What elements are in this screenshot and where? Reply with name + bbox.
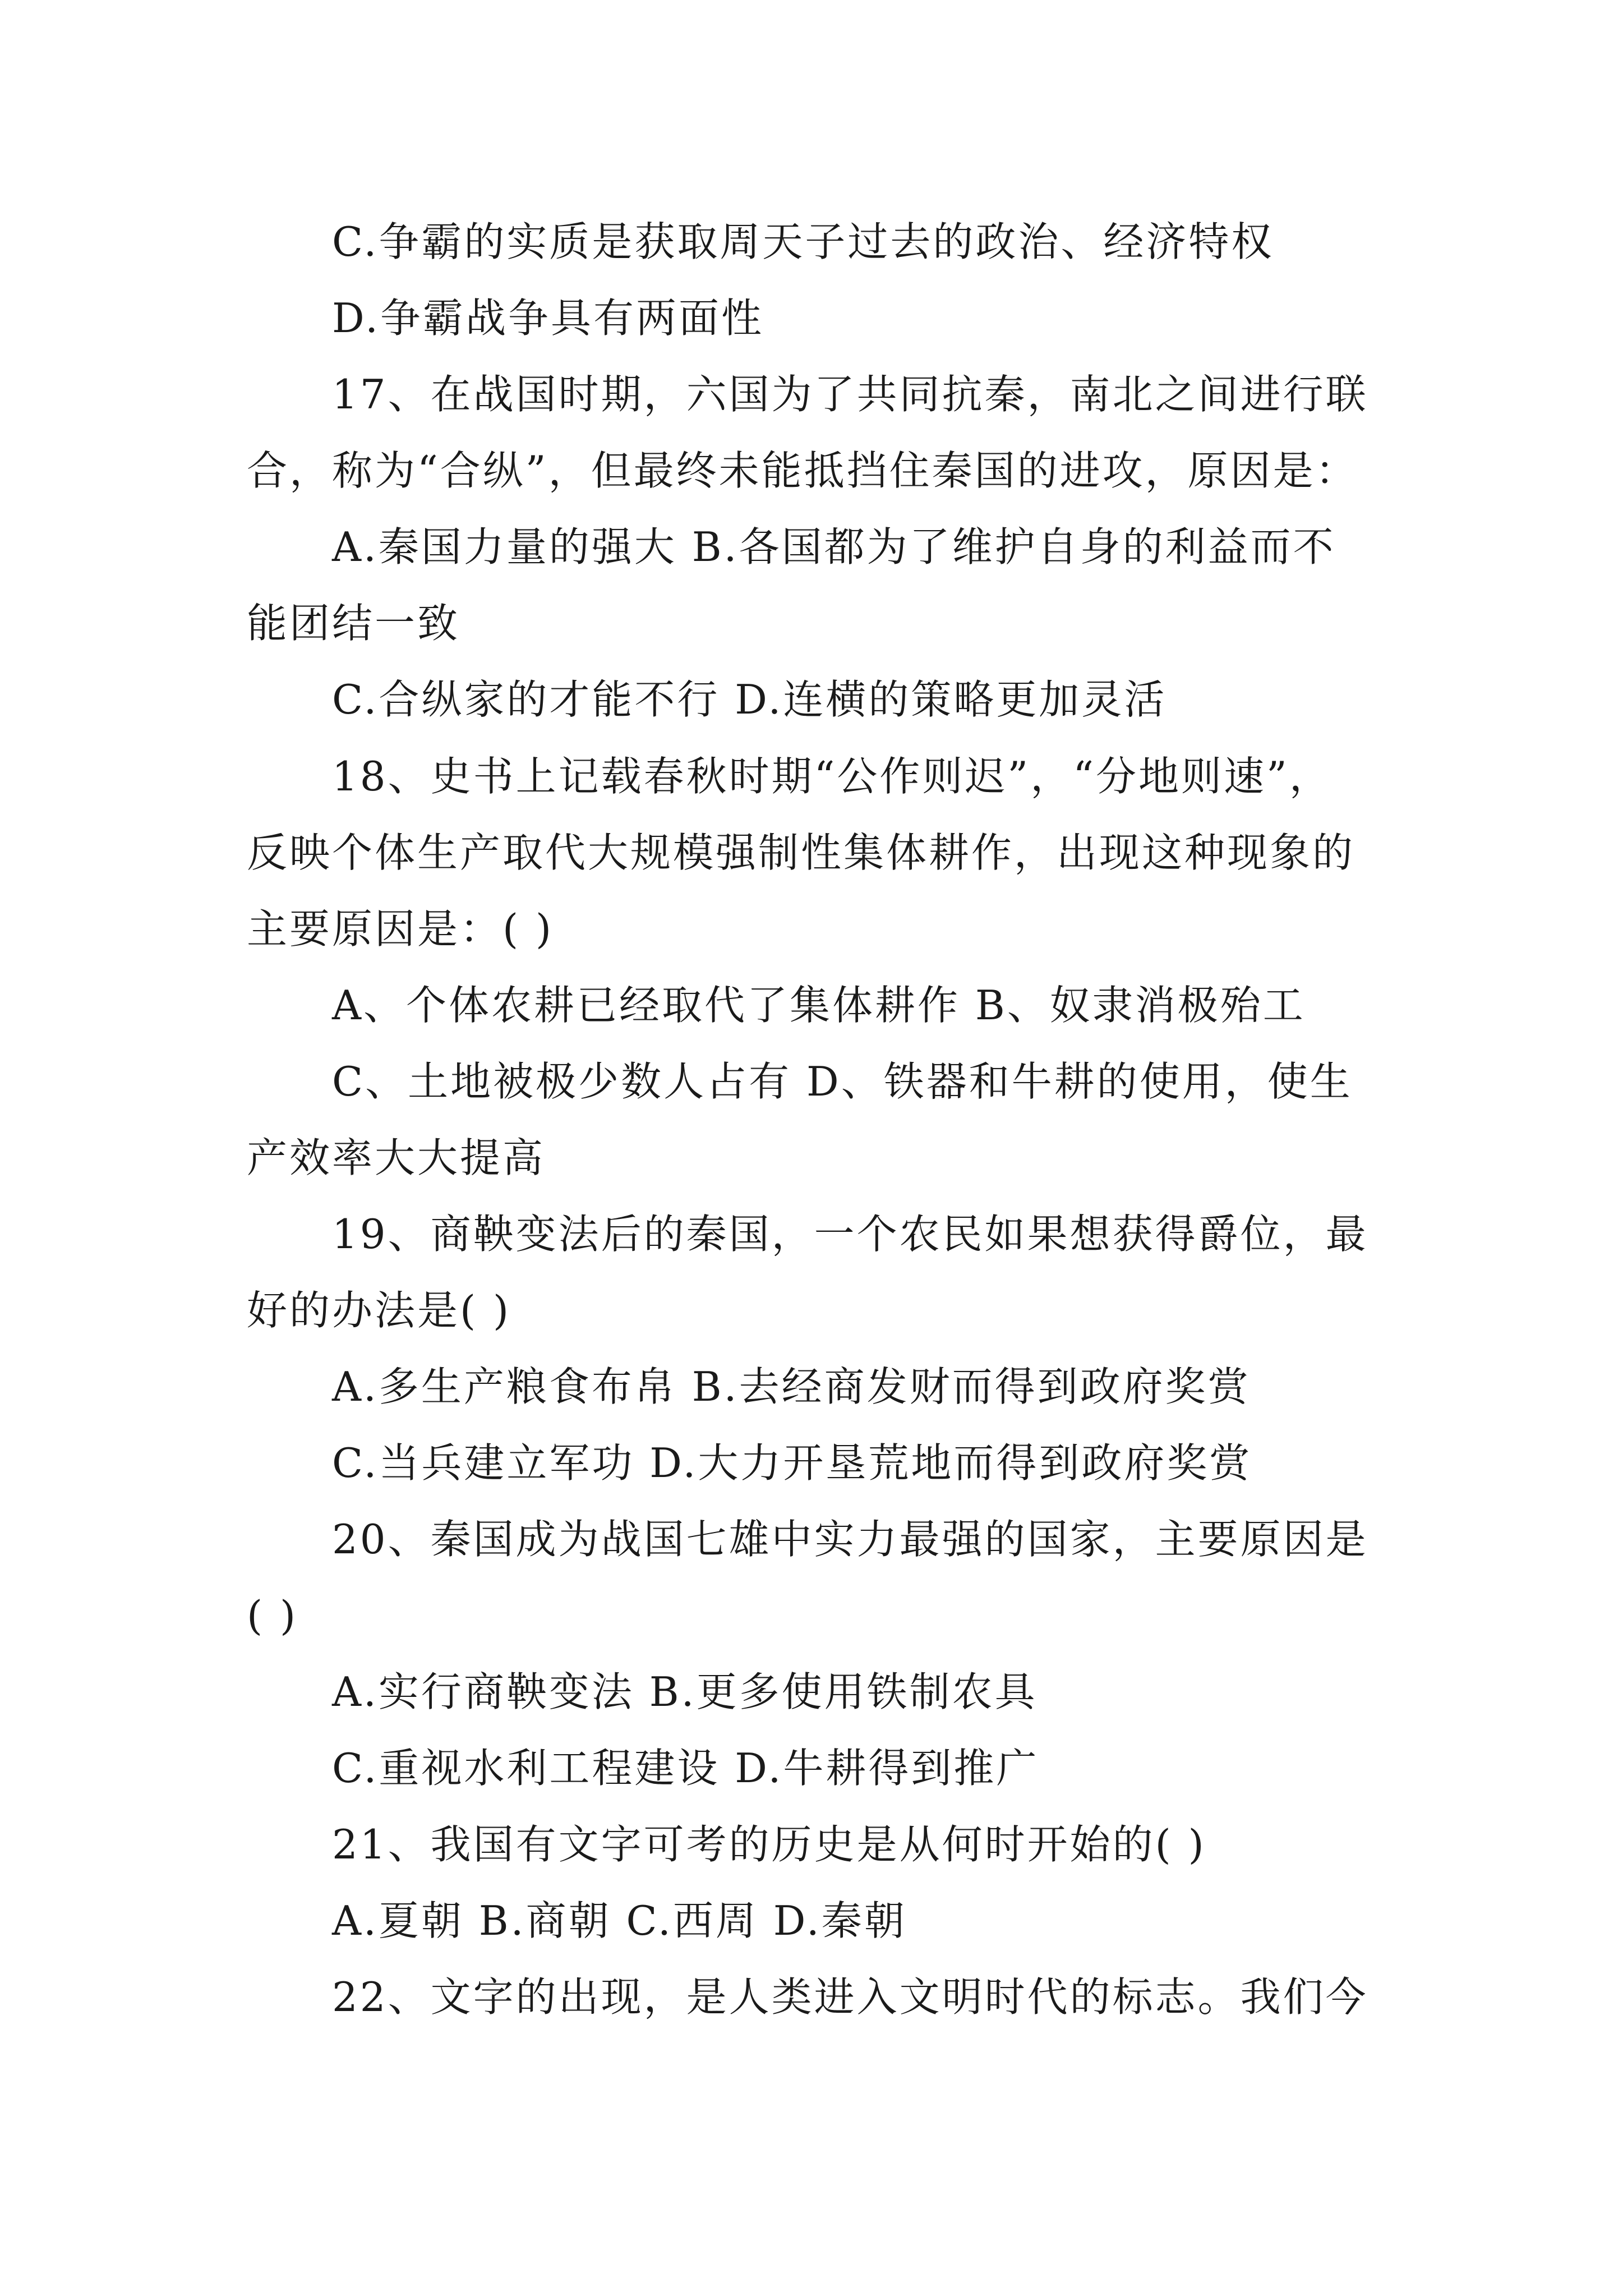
question-line: ( ) (247, 1592, 298, 1639)
option-line: 能团结一致 (247, 600, 460, 647)
option-line: A.夏朝 B.商朝 C.西周 D.秦朝 (332, 1897, 907, 1944)
option-line: A.实行商鞅变法 B.更多使用铁制农具 (332, 1668, 1038, 1715)
option-line: C、土地被极少数人占有 D、铁器和牛耕的使用，使生 (332, 1058, 1353, 1105)
question-line: 合，称为“合纵”，但最终未能抵挡住秦国的进攻，原因是： (247, 447, 1358, 494)
option-line: C.争霸的实质是获取周天子过去的政治、经济特权 (332, 218, 1274, 265)
option-line: A.多生产粮食布帛 B.去经商发财而得到政府奖赏 (332, 1363, 1251, 1410)
question-line: 21、我国有文字可考的历史是从何时开始的( ) (332, 1821, 1206, 1868)
option-line: C.合纵家的才能不行 D.连横的策略更加灵活 (332, 676, 1167, 723)
option-line: C.重视水利工程建设 D.牛耕得到推广 (332, 1745, 1039, 1792)
question-line: 反映个体生产取代大规模强制性集体耕作，出现这种现象的 (247, 829, 1355, 876)
question-line: 19、商鞅变法后的秦国，一个农民如果想获得爵位，最 (332, 1211, 1368, 1258)
question-line: 17、在战国时期，六国为了共同抗秦，南北之间进行联 (332, 371, 1368, 418)
option-line: 产效率大大提高 (247, 1134, 546, 1181)
option-line: D.争霸战争具有两面性 (332, 295, 764, 342)
option-line: C.当兵建立军功 D.大力开垦荒地而得到政府奖赏 (332, 1439, 1252, 1487)
question-line: 好的办法是( ) (247, 1287, 511, 1334)
option-line: A.秦国力量的强大 B.各国都为了维护自身的利益而不 (332, 523, 1336, 570)
option-line: A、个体农耕已经取代了集体耕作 B、奴隶消极殆工 (332, 982, 1306, 1029)
question-line: 18、史书上记载春秋时期“公作则迟”，“分地则速”， (332, 753, 1332, 800)
question-line: 主要原因是：( ) (247, 905, 554, 953)
question-line: 20、秦国成为战国七雄中实力最强的国家，主要原因是 (332, 1516, 1368, 1563)
question-line: 22、文字的出现，是人类进入文明时代的标志。我们今 (332, 1973, 1368, 2021)
